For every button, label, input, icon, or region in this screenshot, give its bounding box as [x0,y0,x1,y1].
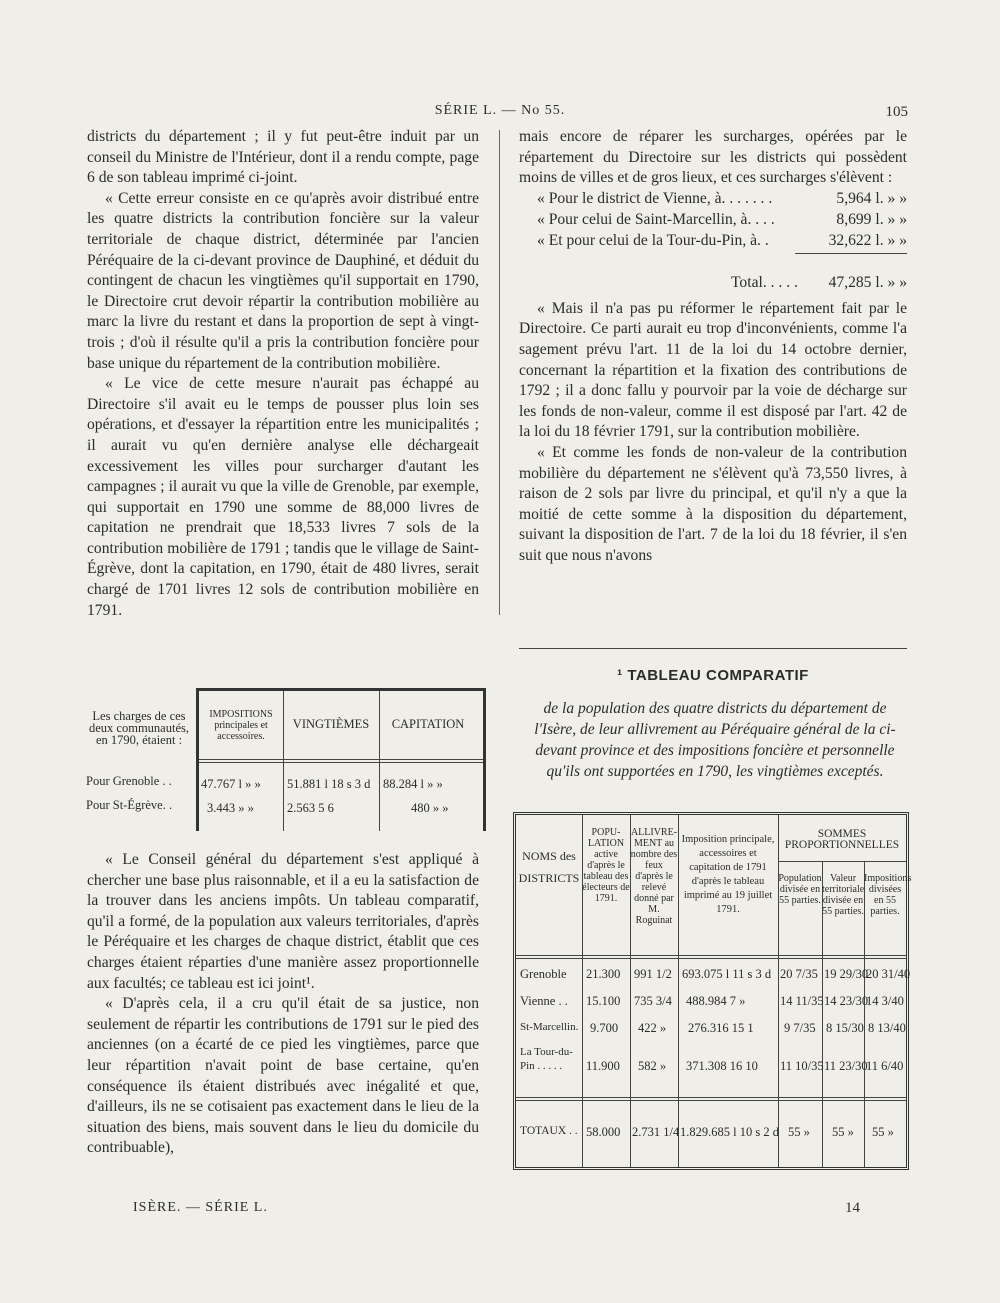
header-sommes: SOMMES PROPORTIONNELLES [784,828,900,851]
cell-capit: 480 » » [411,801,449,815]
cell-p1: 20 7/35 [780,967,818,981]
cell-pop: 11.900 [586,1059,620,1073]
column-rule [379,691,380,831]
row-rule [199,762,483,763]
total-p2: 55 » [832,1125,854,1139]
cell-imp: 693.075 l 11 s 3 d [682,967,772,981]
cell-all: 422 » [638,1021,667,1035]
page-number: 105 [885,104,908,120]
cell-all: 735 3/4 [634,994,672,1008]
cell-p2: 11 23/30 [824,1059,868,1073]
header-vingtiemes: VINGTIÈMES [292,717,370,731]
left-column [87,127,479,621]
total-line [519,271,907,299]
row-rule [516,1097,906,1098]
header-population: POPU-LATION active d'après le tableau des électeurs de 1791. [582,827,630,904]
cell-p2: 19 29/30 [824,967,869,981]
row-rule [199,759,483,760]
section-rule [519,648,907,649]
charge-value: 8,699 l. » » [836,210,907,228]
total-p1: 55 » [788,1125,810,1139]
paragraph: districts du département ; il y fut peut-être induit par un conseil du Ministre de l'Intérieur, dont il a rendu compte, page 6 de son tableau imprimé ci-joint. [87,128,479,187]
running-header: SÉRIE L. — No 55. [434,103,566,118]
cell-all: 582 » [638,1059,667,1073]
tableau-comparatif [513,812,912,1170]
paragraph: « Cette erreur consiste en ce qu'après avoir distribué entre les quatre districts la contribution foncière sur la valeur territoriale de chaque district, déterminée par l'ancien Péréquaire de la ci-devant province de Dauphiné, et déduit du contingent de chacun les vingtièmes qu'il supportait en 1790, le Directoire crut devoir répartir la contribution mobilière au marc la livre du restant et dans la proportion de sept à vingt-trois ; d'où il résulte qu'il a pris la contribution foncière pour base unique du répartement de la contribution mobilière. [87,189,479,372]
right-column [519,127,907,567]
cell-p1: 14 11/35 [780,994,824,1008]
charge-label: « Pour celui de Saint-Marcellin, à. . . . [537,210,775,228]
total-imp: 1.829.685 l 10 s 2 d [680,1125,779,1139]
cell-imp: 371.308 16 10 [686,1059,758,1073]
header-capitation: CAPITATION [391,717,465,731]
header-imp-div: Impositions divisées en 55 parties. [864,873,912,917]
district-name: Vienne . . [520,994,568,1008]
cell-p2: 8 15/30 [826,1021,864,1035]
cell-p3: 8 13/40 [868,1021,906,1035]
cell-imp: 488.984 7 » [686,994,746,1008]
tableau-title: ¹ TABLEAU COMPARATIF [617,667,809,684]
paragraph: mais encore de réparer les surcharges, opérées par le répartement du Directoire sur les districts qui possèdent moins de villes et de gros lieux, et ces surcharges s'élèvent : [519,128,907,187]
column-divider [499,130,500,615]
cell-capit: 88.284 l » » [383,777,443,791]
district-name: La Tour-du-Pin . . . . . [520,1046,573,1072]
row-name: Pour St-Égrève. . [86,798,173,812]
sheet-number: 14 [845,1200,860,1216]
column-rule [283,691,284,831]
row-rule [516,958,906,959]
cell-pop: 9.700 [590,1021,619,1035]
paragraph: « Mais il n'a pas pu réformer le répartement fait par le Directoire. Ce parti aurait eu trop d'inconvénients, comme l'a sagement prévu l'art. 11 de la loi du 14 octobre dernier, concernant la répartition et la fixation des contributions de 1792 ; il a donc fallu y pourvoir par la voie de décharge sur les fonds de non-valeur, comme il est disposé par l'art. 42 de la loi du 18 février 1791, sur la contribution mobilière. [519,299,907,441]
cell-p2: 14 23/30 [824,994,869,1008]
cell-pop: 15.100 [586,994,621,1008]
row-rule [516,1100,906,1101]
header-pop-div: Population divisée en 55 parties. [778,873,822,906]
charge-value: 5,964 l. » » [836,189,907,207]
paragraph: « Et comme les fonds de non-valeur de la contribution mobilière du département ne s'élèvent qu'à 73,550 livres, à raison de 2 sols par livre du principal, et qu'il n'y a que la moitié de cette somme à la disposition du département, suivant la disposition de l'art. 7 de la loi du 18 février, il s'en suit que nous n'avons [519,443,907,564]
row-rule [516,955,906,956]
totals-label: TOTAUX . . [520,1125,578,1137]
charges-list [519,189,907,271]
cell-p1: 11 10/35 [780,1059,824,1073]
paragraph: « Le vice de cette mesure n'aurait pas échappé au Directoire s'il avait eu le temps de pousser plus loin ses opérations, et d'essayer la répartition entre les municipalités ; il aurait vu qu'en dernière analyse elle déchargeait excessivement les villes pour surcharger d'autant les campagnes ; il aurait vu que la ville de Grenoble, par exemple, qui supportait en 1790 une somme de 88,000 livres de capitation ne prendrait que 18,533 livres 7 sols de la contribution mobilière de 1791 ; tandis que le village de Saint-Égrève, dont la capitation, en 1790, était de 480 livres, serait chargé de 1701 livres 12 sols de contribution mobilière en 1791. [87,375,479,619]
cell-pop: 21.300 [586,967,621,981]
row-rule [778,861,906,862]
sum-rule [795,253,907,254]
running-footer: ISÈRE. — SÉRIE L. [133,1200,268,1215]
row-label-header: Les charges de ces deux communautés, en 1790, étaient : [89,709,189,747]
cell-p1: 9 7/35 [784,1021,816,1035]
charge-label: « Pour le district de Vienne, à. . . . . . . [537,189,773,207]
cell-all: 991 1/2 [634,967,672,981]
charge-label: « Et pour celui de la Tour-du-Pin, à. . [537,231,769,249]
header-imposition: Imposition principale, accessoires et capitation de 1791 d'après le tableau imprimé au 19 juillet 1791. [681,834,775,915]
tableau-subtitle: de la population des quatre districts du département de l'Isère, de leur allivrement au Péréquaire général de la ci-devant province et des impositions foncière et personnelle qu'ils ont supportées en 1790, les vingtièmes exceptés. [534,700,896,780]
cell-p3: 14 3/40 [866,994,904,1008]
cell-p3: 20 31/40 [866,967,911,981]
charges-table-grid [196,688,486,831]
cell-imp: 276.316 15 1 [688,1021,754,1035]
total-all: 2.731 1/4 [632,1125,680,1139]
total-p3: 55 » [872,1125,894,1139]
header-noms: NOMS des DISTRICTS [518,849,580,885]
total-value: 47,285 l. » » [828,273,907,291]
column-rule [778,815,779,1167]
paragraph: « D'après cela, il a cru qu'il était de sa justice, non seulement de répartir les contributions de 1791 sur le pied des anciennes (on a écarté de ce pied les vingtièmes, parce que leur répartition n'avait point de base certaine, qu'en conséquence ils étaient distribués avec inégalité et que, d'ailleurs, ils ne se cotisaient pas exactement dans le lieu de la situation des biens, mais souvent dans le lieu du domicile du contribuable), [87,995,479,1157]
cell-vingt: 51.881 l 18 s 3 d [287,777,371,791]
total-pop: 58.000 [586,1125,621,1139]
district-name: St-Marcellin. [520,1021,579,1033]
header-val-div: Valeur territoriale divisée en 55 parties. [822,873,865,917]
header-impositions: IMPOSITIONS principales et accessoires. [209,709,273,742]
left-column-continued [87,850,479,1159]
cell-p3: 11 6/40 [866,1059,904,1073]
charge-value: 32,622 l. » » [828,231,907,249]
header-allivrement: ALLIVRE-MENT au nombre des feux d'après le relevé donné par M. Roguinat [630,827,678,926]
cell-vingt: 2.563 5 6 [287,801,334,815]
district-name: Grenoble [520,967,567,981]
cell-imp: 47.767 l » » [201,777,261,791]
cell-imp: 3.443 » » [207,801,254,815]
row-name: Pour Grenoble . . [86,774,172,788]
paragraph: « Le Conseil général du département s'est appliqué à chercher une base plus raisonnable, et il a eu la satisfaction de la trouver dans les anciens impôts. Un tableau comparatif, qu'il a formé, de la population aux valeurs territoriales, d'après le Péréquaire et les charges de chaque district, établit que ces charges étaient réparties d'une manière assez proportionnelle aux facultés; ce tableau est ici joint¹. [87,851,479,992]
total-label: Total. . . . . [731,273,798,291]
